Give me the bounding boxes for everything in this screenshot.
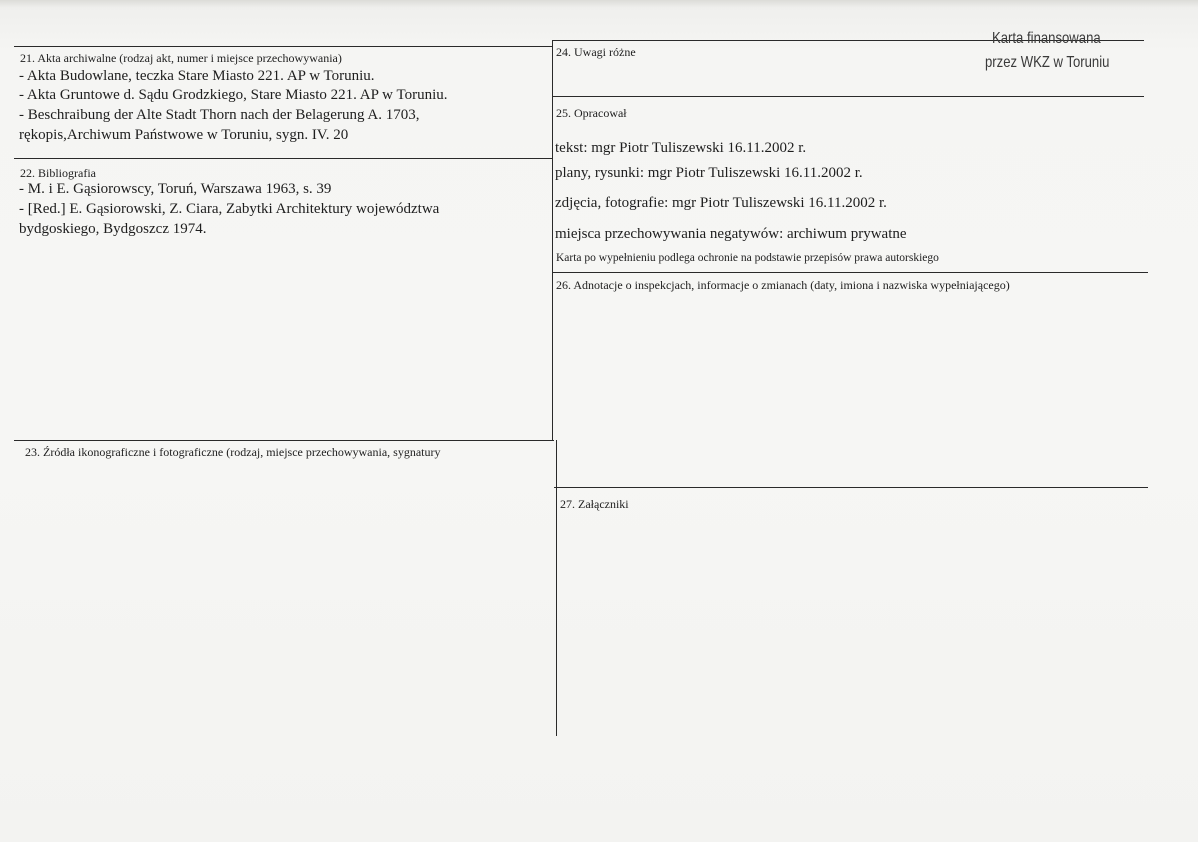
funding-stamp-line1: Karta finansowana [992,30,1101,47]
section-22-line: bydgoskiego, Bydgoszcz 1974. [19,221,207,237]
funding-stamp-line2: przez WKZ w Toruniu [985,54,1110,71]
section-21-line: - Akta Gruntowe d. Sądu Grodzkiego, Stare Miasto 221. AP w Toruniu. [19,87,448,103]
section-23-label: 23. Źródła ikonograficzne i fotograficzne (rodzaj, miejsce przechowywania, sygnatury [25,445,441,459]
section-25-line: tekst: mgr Piotr Tuliszewski 16.11.2002 r. [555,140,807,156]
section-21-line: - Akta Budowlane, teczka Stare Miasto 221. AP w Toruniu. [19,68,375,84]
section-22-line: - [Red.] E. Gąsiorowski, Z. Ciara, Zabytki Architektury województwa [19,201,440,217]
divider-21-22 [14,158,552,159]
section-24-label: 24. Uwagi różne [556,45,636,59]
divider-25-26 [552,272,1148,273]
scan-edge [0,0,1198,8]
section-21-line: - Beschraibung der Alte Stadt Thorn nach der Belagerung A. 1703, [19,107,420,123]
divider-26-27 [554,487,1148,488]
divider-22-23 [14,440,554,441]
section-27-label: 27. Załączniki [560,497,629,511]
section-22-label: 22. Bibliografia [20,166,96,180]
section-25-line: miejsca przechowywania negatywów: archiwum prywatne [555,226,907,242]
section-21-line: rękopis,Archiwum Państwowe w Toruniu, sygn. IV. 20 [19,127,349,143]
copyright-note: Karta po wypełnieniu podlega ochronie na podstawie przepisów prawa autorskiego [556,252,939,264]
divider-24-25 [552,96,1144,97]
section-21-label: 21. Akta archiwalne (rodzaj akt, numer i miejsce przechowywania) [20,51,342,65]
section-25-label: 25. Opracował [556,106,627,120]
top-border-left [14,46,552,47]
section-22-line: - M. i E. Gąsiorowscy, Toruń, Warszawa 1963, s. 39 [19,181,332,197]
center-divider-lower [556,440,557,736]
section-25-line: zdjęcia, fotografie: mgr Piotr Tuliszewski 16.11.2002 r. [555,195,887,211]
section-25-line: plany, rysunki: mgr Piotr Tuliszewski 16.11.2002 r. [555,165,863,181]
center-divider-upper [552,40,553,440]
section-26-label: 26. Adnotacje o inspekcjach, informacje o zmianach (daty, imiona i nazwiska wypełniającego) [556,278,1010,292]
